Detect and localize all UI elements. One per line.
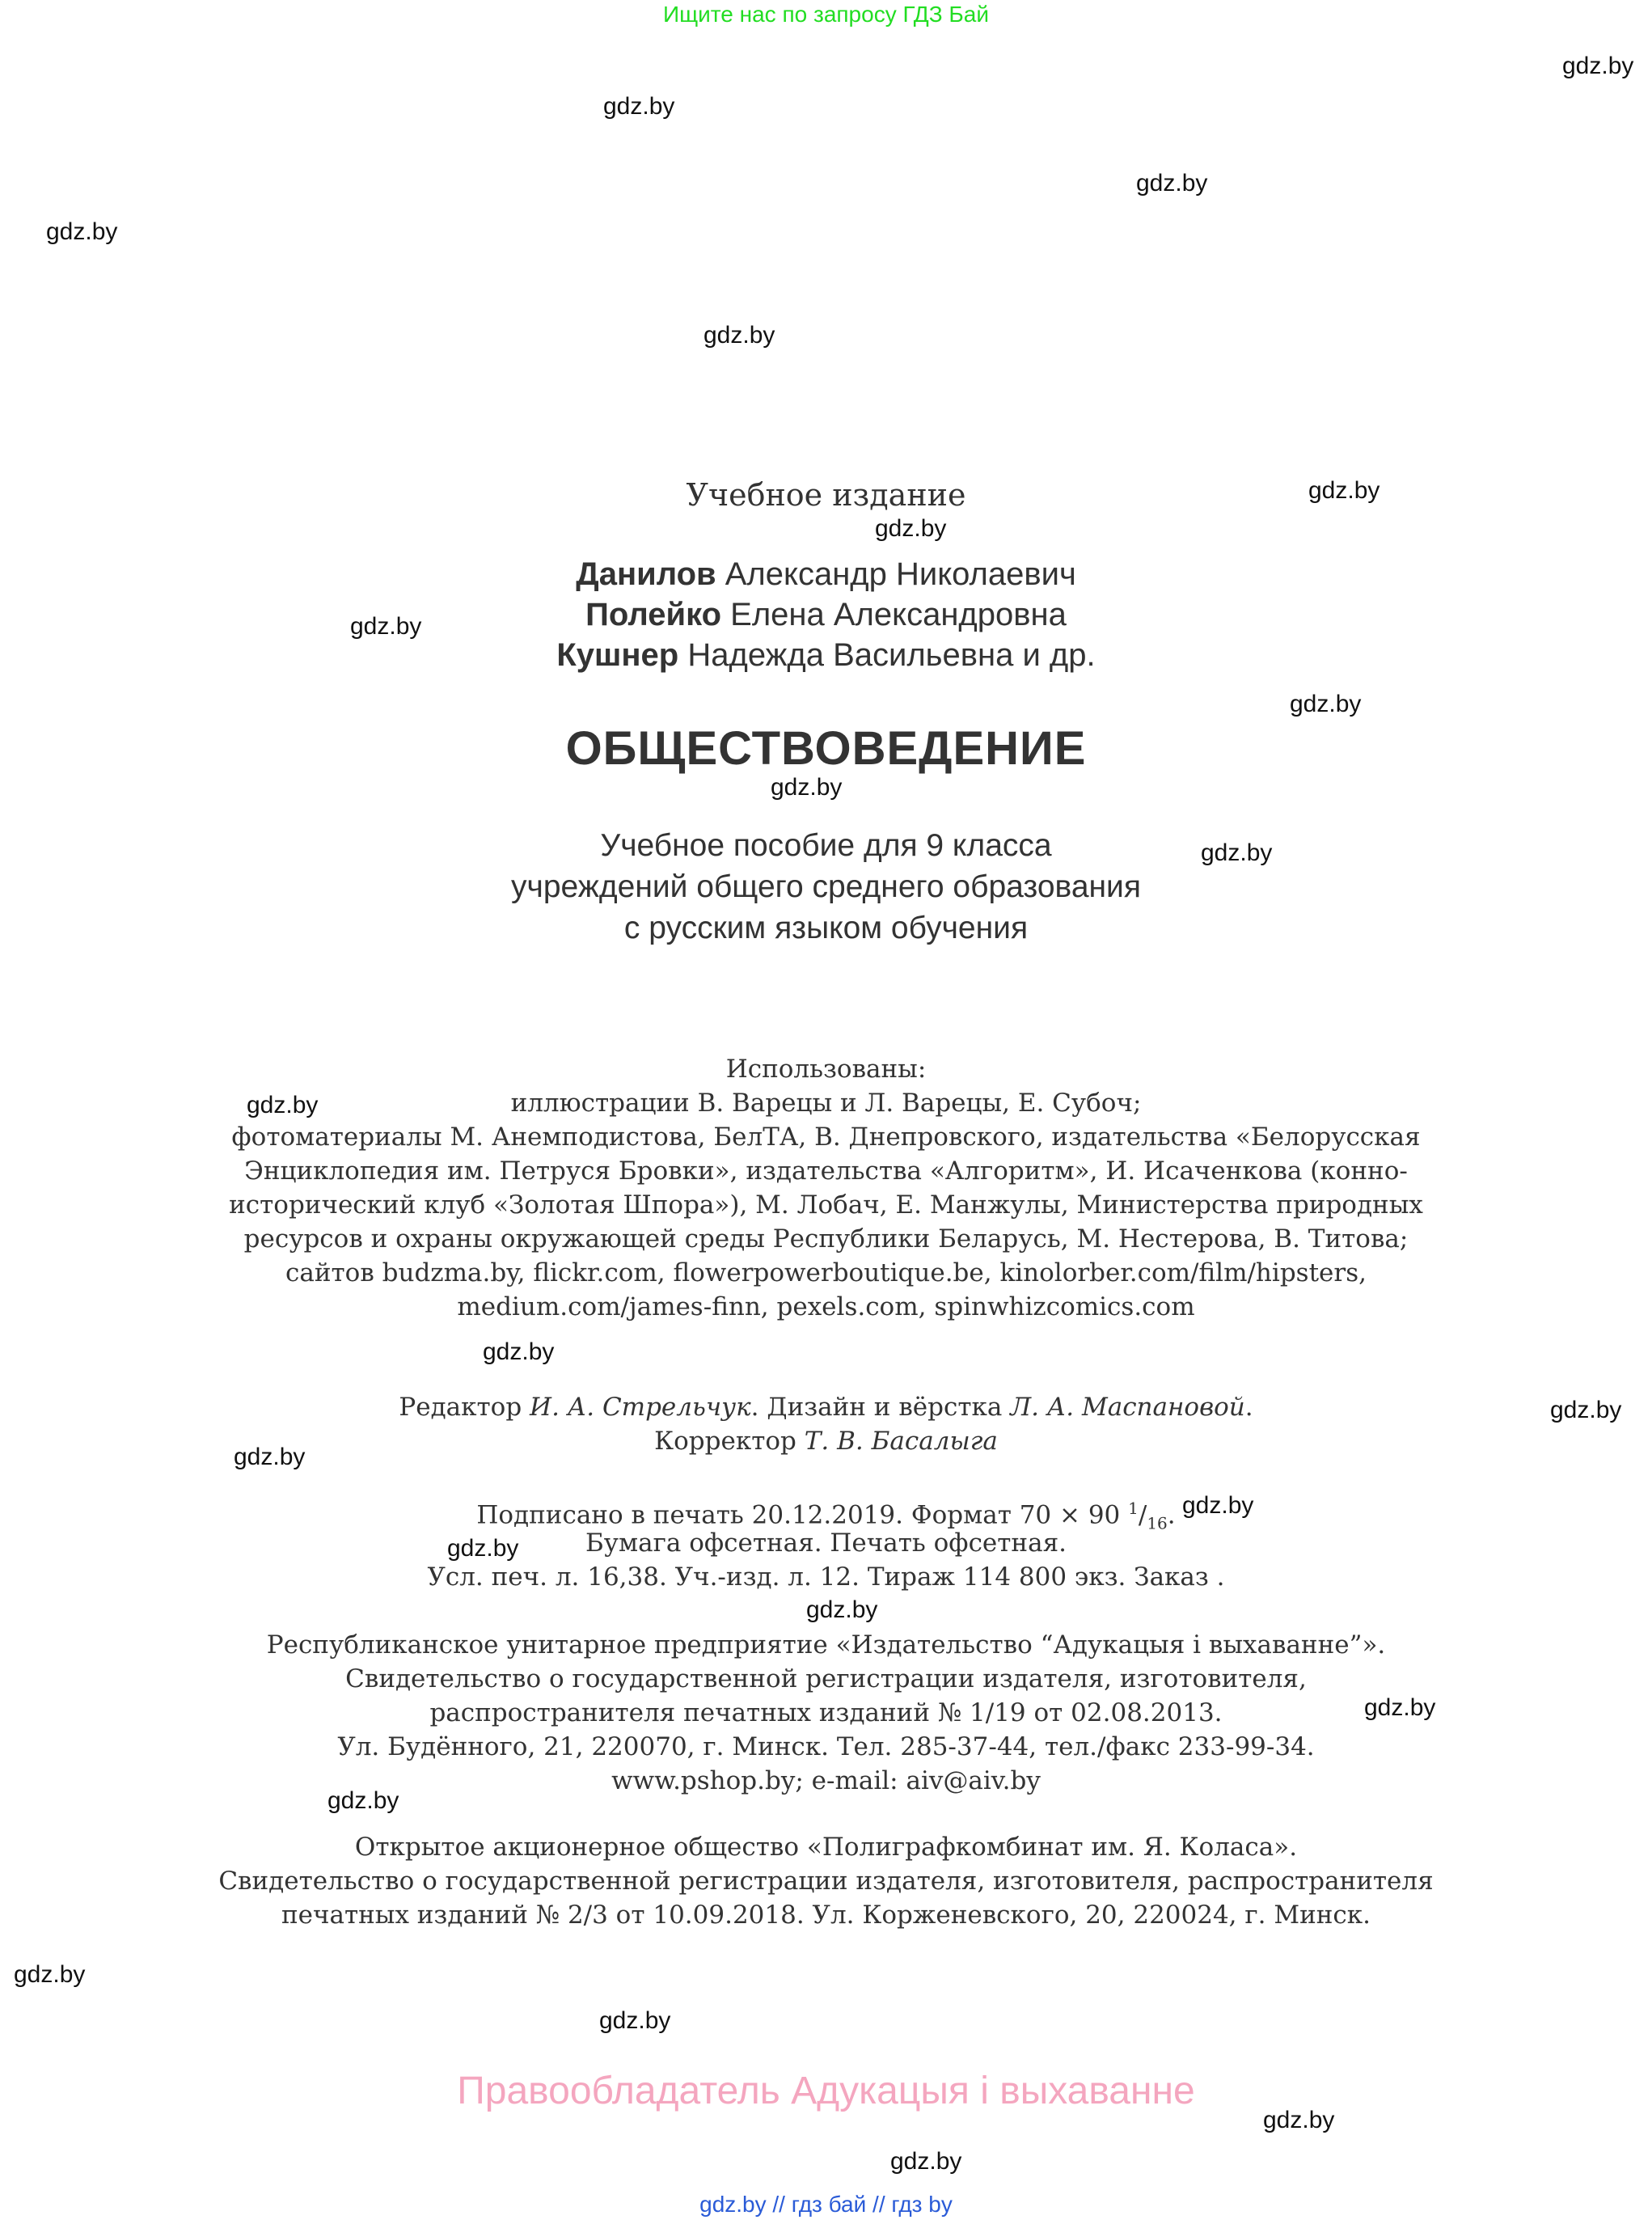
- author-surname: Полейко: [585, 597, 722, 632]
- watermark: gdz.by: [447, 1535, 519, 1562]
- printer-line: печатных изданий № 2/3 от 10.09.2018. Ул. Корженевского, 20, 220024, г. Минск.: [281, 1901, 1371, 1930]
- credits-line: Энциклопедия им. Петруся Бровки», издательства «Алгоритм», И. Исаченкова (конно-: [244, 1156, 1408, 1186]
- volume-line: Усл. печ. л. 16,38. Уч.-изд. л. 12. Тираж 114 800 экз. Заказ .: [427, 1562, 1225, 1592]
- watermark: gdz.by: [234, 1444, 306, 1470]
- publisher-line: Свидетельство о государственной регистрации издателя, изготовителя,: [345, 1664, 1307, 1693]
- watermark: gdz.by: [1290, 691, 1362, 717]
- publisher-contact: www.pshop.by; e-mail: aiv@aiv.by: [611, 1766, 1041, 1795]
- top-banner: Ищите нас по запросу ГДЗ Бай: [662, 2, 990, 27]
- subtitle-line: с русским языком обучения: [623, 911, 1029, 945]
- credits-line: иллюстрации В. Варецы и Л. Варецы, Е. Субоч;: [510, 1089, 1142, 1118]
- format-numerator: 1: [1128, 1499, 1139, 1518]
- corrector-line: [0, 1425, 1652, 1458]
- author-surname: Данилов: [576, 556, 716, 592]
- publisher-line: распространителя печатных изданий № 1/19 от 02.08.2013.: [429, 1698, 1223, 1727]
- author-surname: Кушнер: [556, 637, 679, 673]
- credits-heading: Использованы:: [725, 1055, 927, 1084]
- credits-line: исторический клуб «Золотая Шпора»), М. Лобач, Е. Манжулы, Министерства природных: [229, 1190, 1423, 1220]
- watermark: gdz.by: [1562, 53, 1634, 79]
- corrector-name: Т. В. Басалыга: [804, 1427, 998, 1456]
- author-line: [0, 597, 1652, 633]
- watermark: gdz.by: [771, 774, 843, 801]
- credits-line: medium.com/james-finn, pexels.com, spinwhizcomics.com: [457, 1292, 1195, 1321]
- paper-line: Бумага офсетная. Печать офсетная.: [585, 1528, 1067, 1558]
- watermark: gdz.by: [890, 2148, 962, 2175]
- credits-line: ресурсов и охраны окружающей среды Республики Беларусь, М. Нестерова, В. Титова;: [243, 1224, 1409, 1254]
- watermark: gdz.by: [875, 515, 947, 542]
- watermark: gdz.by: [599, 2007, 671, 2034]
- watermark: gdz.by: [1550, 1397, 1622, 1423]
- subtitle-line: учреждений общего среднего образования: [511, 869, 1141, 904]
- watermark: gdz.by: [46, 218, 118, 245]
- editor-line: Редактор И. А. Стрельчук. Дизайн и вёрстка Л. А. Маспановой.: [399, 1393, 1253, 1422]
- watermark: gdz.by: [247, 1092, 319, 1118]
- publisher-line: Ул. Будённого, 21, 220070, г. Минск. Тел. 285-37-44, тел./факс 233-99-34.: [337, 1732, 1315, 1761]
- watermark: gdz.by: [806, 1596, 878, 1623]
- watermark: gdz.by: [1182, 1492, 1254, 1519]
- author-given-name: Александр Николаевич: [725, 556, 1076, 592]
- footer-links[interactable]: gdz.by // гдз бай // гдз by: [699, 2192, 953, 2217]
- watermark: gdz.by: [350, 613, 422, 640]
- subtitle-line: Учебное пособие для 9 класса: [600, 828, 1052, 863]
- credits-line: сайтов budzma.by, flickr.com, flowerpowerboutique.be, kinolorber.com/film/hipsters,: [285, 1258, 1367, 1287]
- publisher-line: Республиканское унитарное предприятие «Издательство “Адукацыя і выхаванне”».: [266, 1630, 1386, 1660]
- editor-name: И. А. Стрельчук: [530, 1393, 751, 1422]
- author-line: [0, 637, 1652, 674]
- signed-line: Подписано в печать 20.12.2019. Формат 70 × 90 $^1/_{16}$.: [476, 1499, 1176, 1533]
- printer-line: Свидетельство о государственной регистрации издателя, изготовителя, распространителя: [218, 1867, 1434, 1896]
- watermark: gdz.by: [1263, 2107, 1335, 2133]
- editor-label: Редактор: [399, 1393, 522, 1422]
- watermark: gdz.by: [14, 1961, 86, 1988]
- credits-line: фотоматериалы М. Анемподистова, БелТА, В. Днепровского, издательства «Белорусская: [231, 1123, 1421, 1152]
- format-denominator: 16: [1147, 1513, 1168, 1533]
- author-given-name: Надежда Васильевна и др.: [687, 637, 1096, 673]
- author-given-name: Елена Александровна: [730, 597, 1067, 632]
- watermark: gdz.by: [1201, 839, 1273, 866]
- designer-name: Л. А. Маспановой: [1010, 1393, 1245, 1422]
- author-line: [0, 556, 1652, 593]
- signed-text: Подписано в печать 20.12.2019. Формат 70 × 90: [476, 1500, 1121, 1530]
- book-title: ОБЩЕСТВОВЕДЕНИЕ: [565, 722, 1087, 775]
- corrector-label: Корректор: [654, 1427, 796, 1456]
- edition-type: Учебное издание: [686, 477, 966, 513]
- watermark: gdz.by: [603, 93, 675, 120]
- watermark: gdz.by: [483, 1338, 555, 1365]
- watermark: gdz.by: [327, 1787, 399, 1814]
- design-label: . Дизайн и вёрстка: [750, 1393, 1003, 1422]
- watermark: gdz.by: [1364, 1694, 1436, 1721]
- rights-holder: Правообладатель Адукацыя і выхаванне: [457, 2070, 1195, 2112]
- printer-line: Открытое акционерное общество «Полиграфкомбинат им. Я. Коласа».: [354, 1833, 1298, 1862]
- watermark: gdz.by: [1308, 477, 1380, 504]
- watermark: gdz.by: [703, 322, 775, 349]
- watermark: gdz.by: [1136, 170, 1208, 197]
